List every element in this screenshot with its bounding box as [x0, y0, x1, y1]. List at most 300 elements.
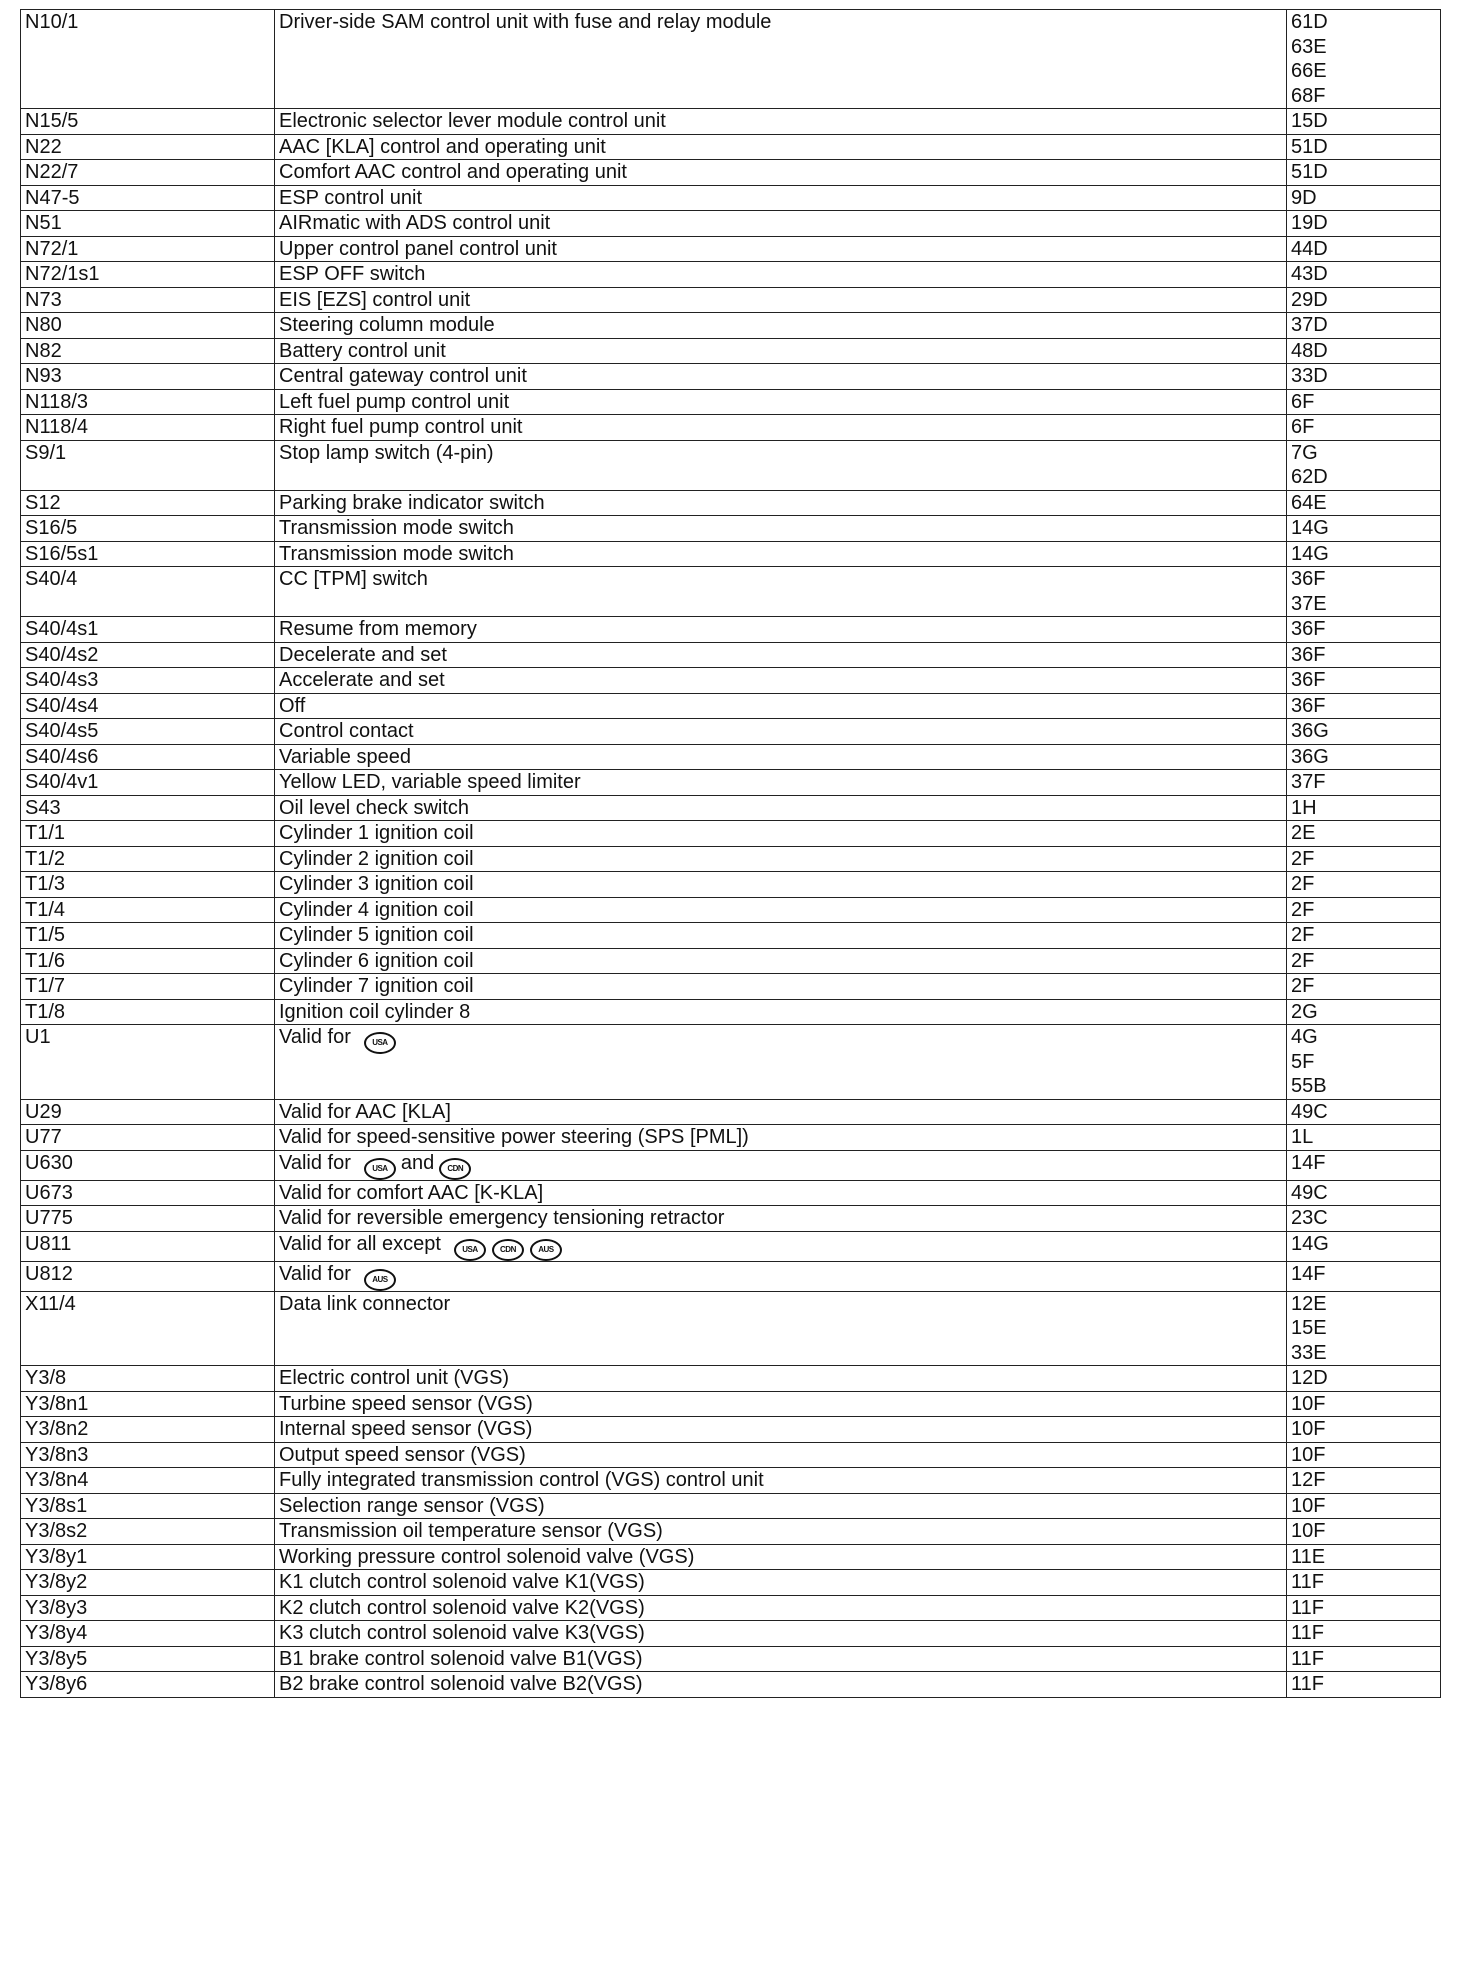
table-row — [21, 1291, 1441, 1366]
table-row — [21, 846, 1441, 872]
table-row — [21, 236, 1441, 262]
description-text: Cylinder 3 ignition coil — [279, 873, 474, 895]
description-text: B1 brake control solenoid valve B1(VGS) — [279, 1647, 643, 1670]
grid-location: 10F — [1291, 1443, 1326, 1466]
grid-locations — [1287, 1493, 1441, 1519]
component-code: S40/4v1 — [21, 770, 275, 796]
grid-locations — [1287, 872, 1441, 898]
grid-locations — [1287, 1391, 1441, 1417]
grid-location: 51D — [1291, 161, 1328, 183]
component-description — [275, 1442, 1287, 1468]
component-description — [275, 1180, 1287, 1206]
description-text: Data link connector — [279, 1292, 451, 1315]
component-code: U811 — [21, 1231, 275, 1261]
joiner-text: and — [400, 1151, 435, 1174]
table-row — [21, 516, 1441, 542]
component-code: N72/1s1 — [21, 262, 275, 288]
grid-location: 36G — [1291, 720, 1329, 742]
component-code: S40/4s4 — [21, 693, 275, 719]
grid-location: 15E — [1291, 1317, 1327, 1339]
component-description — [275, 1206, 1287, 1232]
grid-locations — [1287, 668, 1441, 694]
component-code: N118/3 — [21, 389, 275, 415]
grid-locations — [1287, 415, 1441, 441]
description-text: Comfort AAC control and operating unit — [279, 161, 627, 183]
component-code: N15/5 — [21, 109, 275, 135]
table-row — [21, 1125, 1441, 1151]
grid-locations — [1287, 364, 1441, 390]
component-code: N22/7 — [21, 160, 275, 186]
table-row — [21, 1206, 1441, 1232]
table-row — [21, 668, 1441, 694]
component-description — [275, 1099, 1287, 1125]
component-code: N80 — [21, 313, 275, 339]
country-code-icon: USA — [364, 1158, 396, 1180]
description-text: Upper control panel control unit — [279, 237, 557, 260]
grid-locations — [1287, 1180, 1441, 1206]
component-code: U775 — [21, 1206, 275, 1232]
grid-location: 14F — [1291, 1151, 1326, 1174]
component-description — [275, 541, 1287, 567]
table-row — [21, 1180, 1441, 1206]
grid-location: 6F — [1291, 390, 1315, 413]
grid-location: 37F — [1291, 771, 1326, 793]
grid-locations — [1287, 516, 1441, 542]
grid-location: 1L — [1291, 1126, 1314, 1148]
component-code: S40/4 — [21, 567, 275, 617]
grid-location: 7G — [1291, 441, 1318, 464]
grid-locations — [1287, 1366, 1441, 1392]
grid-locations — [1287, 846, 1441, 872]
table-row — [21, 1519, 1441, 1545]
country-code-icon: USA — [364, 1032, 396, 1054]
description-text: Resume from memory — [279, 618, 477, 640]
grid-location: 6F — [1291, 416, 1315, 438]
grid-location: 2F — [1291, 847, 1315, 870]
grid-locations — [1287, 642, 1441, 668]
component-description — [275, 744, 1287, 770]
description-text: Working pressure control solenoid valve (VGS) — [279, 1545, 695, 1568]
description-text: Cylinder 5 ignition coil — [279, 924, 474, 946]
table-row — [21, 1366, 1441, 1392]
component-description — [275, 1366, 1287, 1392]
table-row — [21, 744, 1441, 770]
description-text: Battery control unit — [279, 339, 446, 362]
component-code: Y3/8n2 — [21, 1417, 275, 1443]
grid-locations — [1287, 389, 1441, 415]
grid-locations — [1287, 236, 1441, 262]
grid-locations — [1287, 693, 1441, 719]
component-description — [275, 974, 1287, 1000]
grid-location: 11F — [1291, 1647, 1324, 1670]
description-text: Cylinder 7 ignition coil — [279, 975, 474, 997]
grid-location: 64E — [1291, 491, 1327, 514]
component-description — [275, 364, 1287, 390]
country-code-icon: AUS — [364, 1269, 396, 1291]
table-row — [21, 415, 1441, 441]
grid-location: 36G — [1291, 745, 1329, 768]
grid-locations — [1287, 1672, 1441, 1698]
table-row — [21, 1099, 1441, 1125]
grid-location: 11F — [1291, 1571, 1324, 1593]
table-row — [21, 617, 1441, 643]
grid-locations — [1287, 185, 1441, 211]
grid-locations — [1287, 338, 1441, 364]
table-row — [21, 109, 1441, 135]
grid-location: 5F — [1291, 1050, 1315, 1073]
grid-locations — [1287, 567, 1441, 617]
component-code: U630 — [21, 1150, 275, 1180]
description-text: ESP OFF switch — [279, 263, 426, 285]
component-description — [275, 109, 1287, 135]
component-code: S40/4s2 — [21, 642, 275, 668]
description-text: Off — [279, 694, 306, 717]
grid-location: 2F — [1291, 949, 1315, 972]
component-code: N10/1 — [21, 10, 275, 109]
description-text: Electric control unit (VGS) — [279, 1367, 510, 1389]
component-description — [275, 642, 1287, 668]
table-row — [21, 821, 1441, 847]
component-description — [275, 1125, 1287, 1151]
grid-location: 12F — [1291, 1469, 1326, 1491]
grid-location: 23C — [1291, 1207, 1328, 1229]
grid-location: 68F — [1291, 84, 1326, 107]
table-row — [21, 1468, 1441, 1494]
component-code: N51 — [21, 211, 275, 237]
grid-location: 36F — [1291, 643, 1326, 666]
component-description — [275, 10, 1287, 109]
grid-locations — [1287, 1099, 1441, 1125]
description-text: Transmission mode switch — [279, 517, 514, 539]
grid-locations — [1287, 974, 1441, 1000]
grid-locations — [1287, 490, 1441, 516]
grid-locations — [1287, 1291, 1441, 1366]
component-description — [275, 719, 1287, 745]
component-code: S40/4s6 — [21, 744, 275, 770]
component-code: S40/4s5 — [21, 719, 275, 745]
component-description — [275, 1025, 1287, 1100]
grid-locations — [1287, 1206, 1441, 1232]
component-description — [275, 668, 1287, 694]
grid-locations — [1287, 313, 1441, 339]
table-row — [21, 1025, 1441, 1100]
component-code: T1/5 — [21, 923, 275, 949]
table-row — [21, 719, 1441, 745]
grid-location: 2F — [1291, 873, 1315, 895]
grid-locations — [1287, 1125, 1441, 1151]
component-code: T1/4 — [21, 897, 275, 923]
component-code: Y3/8n3 — [21, 1442, 275, 1468]
description-text: Valid for — [279, 1262, 351, 1285]
description-text: CC [TPM] switch — [279, 568, 428, 590]
description-text: Decelerate and set — [279, 643, 447, 666]
grid-location: 36F — [1291, 669, 1326, 691]
component-code: Y3/8 — [21, 1366, 275, 1392]
grid-location: 2G — [1291, 1000, 1318, 1023]
table-row — [21, 440, 1441, 490]
description-text: Transmission mode switch — [279, 542, 514, 565]
component-code: Y3/8n1 — [21, 1391, 275, 1417]
component-description — [275, 313, 1287, 339]
grid-location: 11F — [1291, 1596, 1324, 1619]
grid-location: 33E — [1291, 1341, 1327, 1364]
description-text: Fully integrated transmission control (VGS) control unit — [279, 1469, 764, 1491]
grid-location: 12D — [1291, 1367, 1328, 1389]
grid-location: 51D — [1291, 135, 1328, 158]
grid-locations — [1287, 744, 1441, 770]
grid-location: 2F — [1291, 975, 1315, 997]
description-text: EIS [EZS] control unit — [279, 288, 471, 311]
grid-location: 9D — [1291, 186, 1317, 209]
table-row — [21, 389, 1441, 415]
grid-location: 62D — [1291, 466, 1328, 488]
component-code: S43 — [21, 795, 275, 821]
grid-locations — [1287, 10, 1441, 109]
legend-body — [21, 10, 1441, 1698]
component-code: Y3/8y3 — [21, 1595, 275, 1621]
description-text: Turbine speed sensor (VGS) — [279, 1392, 533, 1415]
table-row — [21, 1150, 1441, 1180]
grid-locations — [1287, 1231, 1441, 1261]
grid-location: 33D — [1291, 365, 1328, 387]
component-code: U673 — [21, 1180, 275, 1206]
grid-locations — [1287, 999, 1441, 1025]
grid-locations — [1287, 1417, 1441, 1443]
description-text: Steering column module — [279, 314, 495, 336]
component-code: N47-5 — [21, 185, 275, 211]
description-text: Valid for speed-sensitive power steering (SPS [PML]) — [279, 1126, 749, 1148]
grid-locations — [1287, 1621, 1441, 1647]
grid-location: 11F — [1291, 1622, 1324, 1644]
component-code: T1/1 — [21, 821, 275, 847]
component-code: Y3/8y1 — [21, 1544, 275, 1570]
component-description — [275, 389, 1287, 415]
grid-location: 44D — [1291, 237, 1328, 260]
description-text: Right fuel pump control unit — [279, 416, 523, 438]
component-description — [275, 516, 1287, 542]
component-legend-table — [20, 9, 1441, 1698]
description-text: Cylinder 4 ignition coil — [279, 898, 474, 921]
component-description — [275, 262, 1287, 288]
grid-locations — [1287, 1544, 1441, 1570]
grid-location: 10F — [1291, 1520, 1326, 1542]
table-row — [21, 211, 1441, 237]
grid-location: 11F — [1291, 1673, 1324, 1695]
grid-locations — [1287, 541, 1441, 567]
country-code-icon: CDN — [492, 1239, 524, 1261]
table-row — [21, 1493, 1441, 1519]
table-row — [21, 795, 1441, 821]
grid-location: 2E — [1291, 822, 1316, 844]
table-row — [21, 1621, 1441, 1647]
grid-location: 12E — [1291, 1292, 1327, 1315]
grid-location: 14G — [1291, 1232, 1329, 1255]
component-code: T1/7 — [21, 974, 275, 1000]
table-row — [21, 872, 1441, 898]
component-description — [275, 338, 1287, 364]
description-text: Parking brake indicator switch — [279, 491, 545, 514]
component-code: Y3/8s2 — [21, 1519, 275, 1545]
component-description — [275, 821, 1287, 847]
component-code: N72/1 — [21, 236, 275, 262]
component-description — [275, 1417, 1287, 1443]
description-text: Yellow LED, variable speed limiter — [279, 771, 581, 793]
table-row — [21, 185, 1441, 211]
component-description — [275, 1595, 1287, 1621]
grid-locations — [1287, 1570, 1441, 1596]
description-text: K1 clutch control solenoid valve K1(VGS) — [279, 1571, 645, 1593]
grid-location: 36F — [1291, 694, 1326, 717]
grid-location: 61D — [1291, 11, 1328, 33]
component-description — [275, 923, 1287, 949]
table-row — [21, 1417, 1441, 1443]
table-row — [21, 313, 1441, 339]
grid-location: 66E — [1291, 60, 1327, 82]
description-text: Valid for — [279, 1151, 351, 1174]
description-text: Variable speed — [279, 745, 411, 768]
component-description — [275, 160, 1287, 186]
description-text: AIRmatic with ADS control unit — [279, 212, 551, 234]
grid-location: 11E — [1291, 1545, 1326, 1568]
table-row — [21, 364, 1441, 390]
description-text: B2 brake control solenoid valve B2(VGS) — [279, 1673, 643, 1695]
component-description — [275, 999, 1287, 1025]
component-description — [275, 1621, 1287, 1647]
description-text: Central gateway control unit — [279, 365, 527, 387]
component-code: T1/3 — [21, 872, 275, 898]
grid-locations — [1287, 948, 1441, 974]
grid-location: 49C — [1291, 1181, 1328, 1204]
table-row — [21, 642, 1441, 668]
component-code: Y3/8y5 — [21, 1646, 275, 1672]
description-text: Internal speed sensor (VGS) — [279, 1418, 533, 1440]
description-text: Valid for reversible emergency tensioning retractor — [279, 1207, 725, 1229]
grid-location: 14F — [1291, 1262, 1326, 1285]
grid-locations — [1287, 134, 1441, 160]
table-row — [21, 541, 1441, 567]
grid-locations — [1287, 1150, 1441, 1180]
component-code: U29 — [21, 1099, 275, 1125]
component-code: U1 — [21, 1025, 275, 1100]
grid-location: 36F — [1291, 568, 1326, 590]
table-row — [21, 897, 1441, 923]
grid-location: 19D — [1291, 212, 1328, 234]
component-code: Y3/8n4 — [21, 1468, 275, 1494]
table-row — [21, 1544, 1441, 1570]
component-description — [275, 1570, 1287, 1596]
component-description — [275, 693, 1287, 719]
grid-locations — [1287, 821, 1441, 847]
component-description — [275, 770, 1287, 796]
component-code: Y3/8y6 — [21, 1672, 275, 1698]
component-code: T1/6 — [21, 948, 275, 974]
grid-location: 14G — [1291, 542, 1329, 565]
grid-location: 10F — [1291, 1418, 1326, 1440]
component-code: N82 — [21, 338, 275, 364]
component-code: T1/8 — [21, 999, 275, 1025]
table-row — [21, 10, 1441, 109]
component-description — [275, 490, 1287, 516]
component-description — [275, 1150, 1287, 1180]
grid-locations — [1287, 1442, 1441, 1468]
table-row — [21, 338, 1441, 364]
table-row — [21, 948, 1441, 974]
grid-location: 48D — [1291, 339, 1328, 362]
grid-location: 43D — [1291, 263, 1328, 285]
grid-locations — [1287, 1595, 1441, 1621]
grid-location: 10F — [1291, 1494, 1326, 1517]
component-description — [275, 134, 1287, 160]
grid-location: 55B — [1291, 1075, 1327, 1097]
grid-locations — [1287, 211, 1441, 237]
component-description — [275, 415, 1287, 441]
table-row — [21, 287, 1441, 313]
grid-locations — [1287, 897, 1441, 923]
component-description — [275, 1493, 1287, 1519]
grid-location: 10F — [1291, 1392, 1326, 1415]
component-code: X11/4 — [21, 1291, 275, 1366]
description-text: ESP control unit — [279, 186, 423, 209]
grid-location: 2F — [1291, 898, 1315, 921]
component-description — [275, 1519, 1287, 1545]
description-text: Selection range sensor (VGS) — [279, 1494, 545, 1517]
grid-locations — [1287, 923, 1441, 949]
component-code: T1/2 — [21, 846, 275, 872]
table-row — [21, 1595, 1441, 1621]
table-row — [21, 974, 1441, 1000]
country-code-icon: AUS — [530, 1239, 562, 1261]
table-row — [21, 1391, 1441, 1417]
component-description — [275, 1261, 1287, 1291]
grid-locations — [1287, 1261, 1441, 1291]
description-text: K3 clutch control solenoid valve K3(VGS) — [279, 1622, 645, 1644]
grid-location: 2F — [1291, 924, 1315, 946]
grid-location: 15D — [1291, 110, 1328, 132]
component-description — [275, 1544, 1287, 1570]
table-row — [21, 134, 1441, 160]
grid-location: 36F — [1291, 618, 1326, 640]
description-text: Transmission oil temperature sensor (VGS) — [279, 1520, 663, 1542]
component-code: S16/5s1 — [21, 541, 275, 567]
component-code: U77 — [21, 1125, 275, 1151]
grid-location: 63E — [1291, 35, 1327, 58]
description-text: Electronic selector lever module control unit — [279, 110, 666, 132]
component-code: N93 — [21, 364, 275, 390]
component-description — [275, 236, 1287, 262]
component-description — [275, 1646, 1287, 1672]
component-description — [275, 287, 1287, 313]
table-row — [21, 262, 1441, 288]
component-description — [275, 1391, 1287, 1417]
component-code: S16/5 — [21, 516, 275, 542]
grid-locations — [1287, 617, 1441, 643]
grid-locations — [1287, 795, 1441, 821]
description-text: Cylinder 2 ignition coil — [279, 847, 474, 870]
description-text: Cylinder 1 ignition coil — [279, 822, 474, 844]
component-code: Y3/8y4 — [21, 1621, 275, 1647]
table-row — [21, 1646, 1441, 1672]
component-code: N118/4 — [21, 415, 275, 441]
grid-locations — [1287, 287, 1441, 313]
description-text: K2 clutch control solenoid valve K2(VGS) — [279, 1596, 645, 1619]
component-description — [275, 617, 1287, 643]
table-row — [21, 693, 1441, 719]
table-row — [21, 999, 1441, 1025]
description-text: Valid for — [279, 1026, 351, 1048]
table-row — [21, 1231, 1441, 1261]
table-row — [21, 923, 1441, 949]
component-code: S9/1 — [21, 440, 275, 490]
